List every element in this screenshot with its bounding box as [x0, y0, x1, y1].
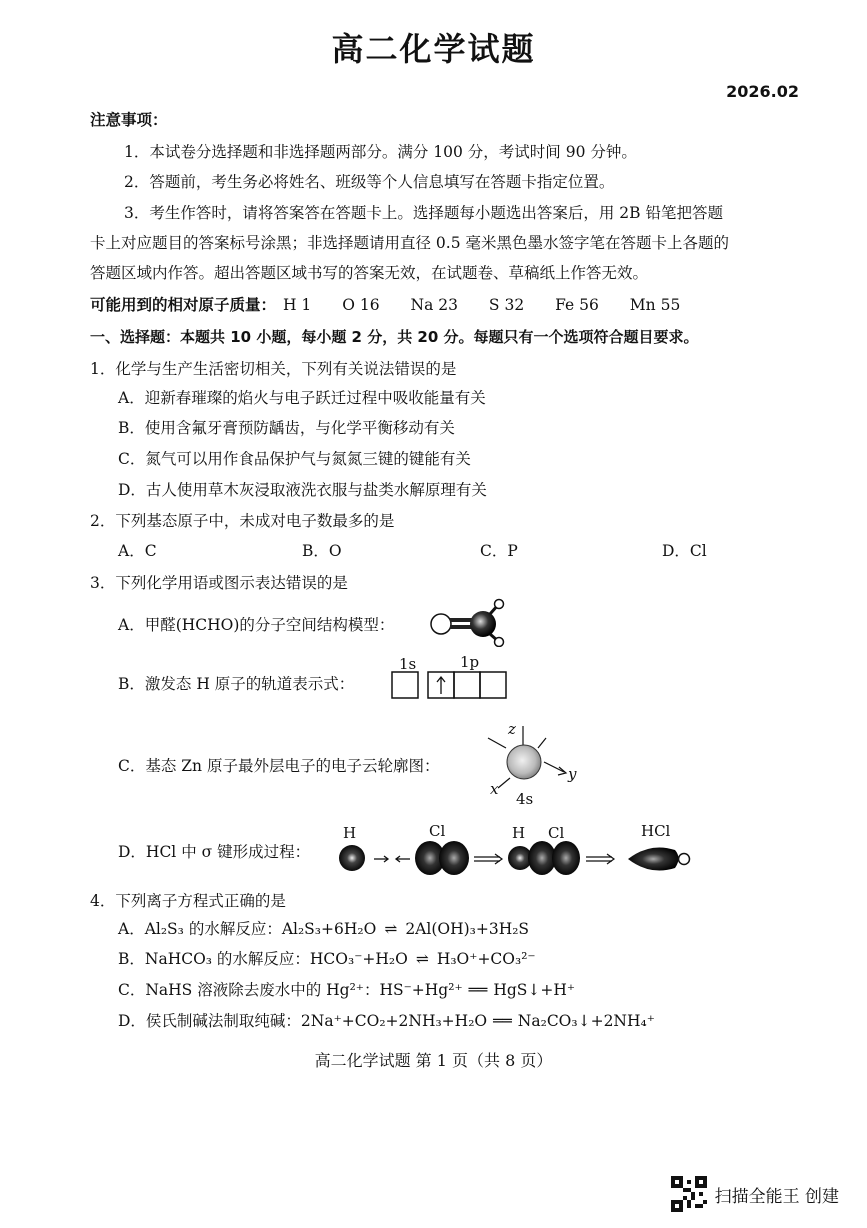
q1-option-d: D．古人使用草木灰浸取液洗衣服与盐类水解原理有关: [118, 481, 487, 499]
axis-label-x: x: [490, 780, 499, 798]
q3-option-c: C．基态 Zn 原子最外层电子的电子云轮廓图：: [118, 757, 440, 775]
q1-stem: 1．化学与生产生活密切相关，下列有关说法错误的是: [90, 360, 457, 378]
page-title: 高二化学试题: [331, 30, 536, 68]
orbital-label-1p: 1p: [460, 653, 480, 671]
sigma-label-cl2: Cl: [548, 824, 565, 842]
formaldehyde-model-figure: [428, 597, 508, 647]
equilibrium-arrow-icon: ⇌: [384, 920, 398, 938]
sigma-label-hcl: HCl: [641, 822, 671, 840]
q4-option-c: C．NaHS 溶液除去废水中的 Hg²⁺：HS⁻+Hg²⁺ ══ HgS↓+H⁺: [118, 981, 576, 999]
page-footer: 高二化学试题 第 1 页（共 8 页）: [314, 1051, 553, 1070]
note-3-cont: 卡上对应题目的答案标号涂黑；非选择题请用直径 0.5 毫米黑色墨水签字笔在答题卡上各题的: [90, 234, 730, 252]
q2-option-a: A．C: [118, 542, 157, 560]
scanner-watermark: [671, 1176, 839, 1212]
axis-label-z: z: [508, 720, 516, 738]
note-3: 3．考生作答时，请将答案答在答题卡上。选择题每小题选出答案后，用 2B 铅笔把答题: [124, 204, 723, 222]
notes-heading: 注意事项：: [90, 111, 168, 129]
orbital-label-4s: 4s: [516, 790, 534, 808]
q1-option-a: A．迎新春璀璨的焰火与电子跃迁过程中吸收能量有关: [118, 389, 486, 407]
q1-option-b: B．使用含氟牙膏预防龋齿，与化学平衡移动有关: [118, 419, 455, 437]
orbital-diagram-figure: [390, 670, 512, 700]
sigma-label-cl: Cl: [429, 822, 446, 840]
exam-date: 2026.02: [726, 82, 799, 101]
mass-h: H 1: [282, 296, 312, 314]
sigma-label-h2: H: [512, 824, 526, 842]
atomic-mass-row: [90, 295, 807, 315]
q3-option-d: D．HCl 中 σ 键形成过程：: [118, 843, 311, 861]
q4-stem: 4．下列离子方程式正确的是: [90, 892, 286, 910]
sigma-label-h: H: [343, 824, 357, 842]
note-3-cont2: 答题区域内作答。超出答题区域书写的答案无效，在试题卷、草稿纸上作答无效。: [90, 264, 649, 282]
watermark-text: 扫描全能王 创建: [714, 1186, 839, 1207]
note-1: 1．本试卷分选择题和非选择题两部分。满分 100 分，考试时间 90 分钟。: [124, 143, 637, 161]
qr-code-icon: [671, 1176, 707, 1212]
mass-s: S 32: [488, 296, 525, 314]
q3-option-b: B．激发态 H 原子的轨道表示式：: [118, 675, 355, 693]
mass-na: Na 23: [410, 296, 458, 314]
q1-option-c: C．氮气可以用作食品保护气与氮氮三键的键能有关: [118, 450, 471, 468]
q2-option-b: B．O: [302, 542, 342, 560]
q3-option-a: A．甲醛(HCHO)的分子空间结构模型：: [118, 616, 395, 634]
equilibrium-arrow-icon: ⇌: [415, 950, 429, 968]
mass-mn: Mn 55: [629, 296, 681, 314]
orbital-label-1s: 1s: [399, 655, 417, 673]
sigma-bond-figure: [330, 838, 700, 878]
q4-option-b: B．NaHCO₃ 的水解反应：HCO₃⁻+H₂O ⇌ H₃O⁺+CO₃²⁻: [118, 950, 536, 968]
note-2: 2．答题前，考生务必将姓名、班级等个人信息填写在答题卡指定位置。: [124, 173, 615, 191]
atomic-mass-label: 可能用到的相对原子质量：: [90, 296, 277, 314]
mass-fe: Fe 56: [555, 296, 599, 314]
q2-option-d: D．Cl: [662, 542, 707, 560]
q2-stem: 2．下列基态原子中，未成对电子数最多的是: [90, 512, 395, 530]
equals-sign-icon: ══: [493, 1012, 512, 1030]
q3-stem: 3．下列化学用语或图示表达错误的是: [90, 574, 348, 592]
mass-o: O 16: [342, 296, 380, 314]
q4-option-d: D．侯氏制碱法制取纯碱：2Na⁺+CO₂+2NH₃+H₂O ══ Na₂CO₃↓+2NH₄⁺: [118, 1012, 655, 1030]
axis-label-y: y: [568, 765, 577, 783]
q4-option-a: A．Al₂S₃ 的水解反应：Al₂S₃+6H₂O ⇌ 2Al(OH)₃+3H₂S: [118, 920, 530, 938]
q2-option-c: C．P: [480, 542, 518, 560]
section-heading: 一、选择题：本题共 10 小题，每小题 2 分，共 20 分。每题只有一个选项符合题目要求。: [90, 328, 699, 346]
equals-sign-icon: ══: [468, 981, 488, 999]
